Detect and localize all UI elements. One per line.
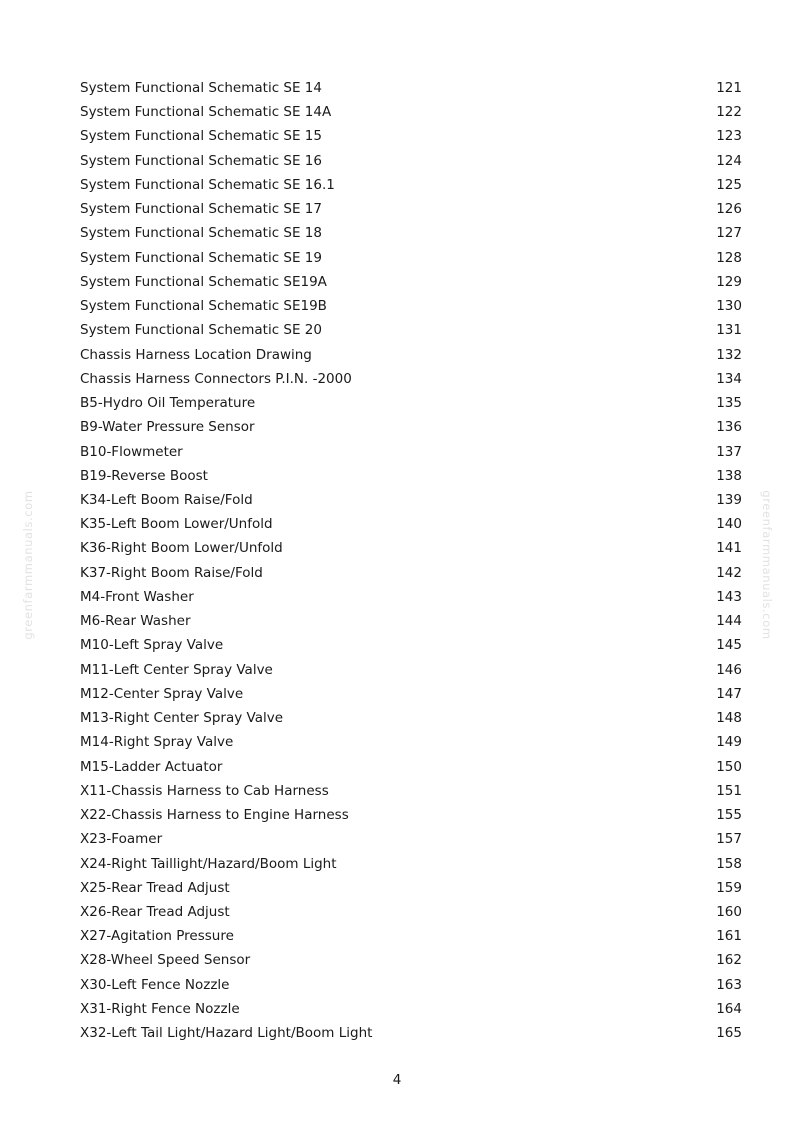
toc-entry-title: X24-Right Taillight/Hazard/Boom Light [80,855,337,872]
toc-entry[interactable] [80,706,742,730]
toc-entry-title: K35-Left Boom Lower/Unfold [80,516,273,533]
toc-entry-title: System Functional Schematic SE 14A [80,104,332,121]
toc-entry[interactable] [80,924,742,948]
toc-entry-page: 155 [716,807,742,824]
toc-entry-page: 142 [716,564,742,581]
toc-entry[interactable] [80,512,742,536]
toc-entry[interactable] [80,609,742,633]
toc-entry[interactable] [80,852,742,876]
toc-entry-page: 151 [716,782,742,799]
toc-entry[interactable] [80,440,742,464]
watermark-right: greenfarmmanuals.com [760,490,774,640]
toc-entry[interactable] [80,149,742,173]
toc-entry-page: 125 [716,176,742,193]
toc-entry-title: M15-Ladder Actuator [80,758,223,775]
toc-entry[interactable] [80,682,742,706]
toc-entry-page: 136 [716,419,742,436]
toc-entry-page: 143 [716,588,742,605]
toc-entry[interactable] [80,827,742,851]
toc-entry[interactable] [80,488,742,512]
toc-entry-title: K37-Right Boom Raise/Fold [80,564,263,581]
toc-entry[interactable] [80,391,742,415]
toc-entry[interactable] [80,633,742,657]
toc-entry[interactable] [80,173,742,197]
toc-entry[interactable] [80,124,742,148]
toc-entry-title: Chassis Harness Location Drawing [80,346,312,363]
toc-entry-title: System Functional Schematic SE 17 [80,201,322,218]
toc-entry[interactable] [80,294,742,318]
toc-entry-page: 147 [716,685,742,702]
toc-entry-page: 148 [716,710,742,727]
toc-entry-page: 134 [716,370,742,387]
toc-entry-title: X25-Rear Tread Adjust [80,879,230,896]
toc-entry-page: 131 [716,322,742,339]
watermark-left: greenfarmmanuals.com [21,490,35,640]
toc-entry-title: M4-Front Washer [80,588,194,605]
toc-entry[interactable] [80,318,742,342]
toc-entry-title: X27-Agitation Pressure [80,928,234,945]
toc-entry-title: B10-Flowmeter [80,443,183,460]
page-number: 4 [392,1072,402,1088]
toc-entry-title: M10-Left Spray Valve [80,637,224,654]
toc-entry-page: 129 [716,273,742,290]
toc-entry-page: 163 [716,976,742,993]
toc-entry-page: 160 [716,903,742,920]
toc-entry-page: 144 [716,613,742,630]
toc-entry[interactable] [80,973,742,997]
table-of-contents [80,76,742,1045]
toc-entry[interactable] [80,997,742,1021]
toc-entry-title: X23-Foamer [80,831,163,848]
toc-entry-title: B9-Water Pressure Sensor [80,419,255,436]
toc-entry-page: 149 [716,734,742,751]
toc-entry[interactable] [80,900,742,924]
toc-entry-title: M13-Right Center Spray Valve [80,710,284,727]
toc-entry-title: System Functional Schematic SE 20 [80,322,322,339]
toc-entry[interactable] [80,755,742,779]
toc-entry-page: 127 [716,225,742,242]
toc-entry-title: System Functional Schematic SE 15 [80,128,322,145]
toc-entry-page: 159 [716,879,742,896]
toc-entry[interactable] [80,246,742,270]
toc-entry[interactable] [80,343,742,367]
toc-entry-page: 124 [716,152,742,169]
toc-entry-page: 139 [716,491,742,508]
toc-entry-title: B19-Reverse Boost [80,467,208,484]
toc-entry-title: X26-Rear Tread Adjust [80,903,230,920]
toc-entry-title: System Functional Schematic SE19A [80,273,327,290]
toc-entry[interactable] [80,536,742,560]
toc-entry-page: 145 [716,637,742,654]
toc-entry-title: System Functional Schematic SE 19 [80,249,322,266]
toc-entry-page: 137 [716,443,742,460]
toc-entry[interactable] [80,561,742,585]
toc-entry-title: System Functional Schematic SE 18 [80,225,322,242]
toc-entry-title: X22-Chassis Harness to Engine Harness [80,807,349,824]
toc-entry[interactable] [80,658,742,682]
toc-entry[interactable] [80,585,742,609]
toc-entry[interactable] [80,221,742,245]
toc-entry-title: X11-Chassis Harness to Cab Harness [80,782,329,799]
toc-entry-page: 162 [716,952,742,969]
toc-entry-title: System Functional Schematic SE19B [80,298,327,315]
toc-entry-page: 161 [716,928,742,945]
toc-entry-page: 130 [716,298,742,315]
toc-entry-title: M12-Center Spray Valve [80,685,244,702]
toc-entry-title: System Functional Schematic SE 16 [80,152,322,169]
toc-entry-page: 128 [716,249,742,266]
toc-entry-page: 135 [716,395,742,412]
toc-entry-title: B5-Hydro Oil Temperature [80,395,256,412]
toc-entry[interactable] [80,76,742,100]
toc-entry[interactable] [80,779,742,803]
toc-entry[interactable] [80,270,742,294]
toc-entry-title: X32-Left Tail Light/Hazard Light/Boom Light [80,1025,373,1042]
toc-entry-page: 121 [716,80,742,96]
toc-entry[interactable] [80,197,742,221]
toc-entry-title: X30-Left Fence Nozzle [80,976,230,993]
toc-entry-title: K34-Left Boom Raise/Fold [80,491,253,508]
toc-entry-page: 158 [716,855,742,872]
toc-entry-title: M11-Left Center Spray Valve [80,661,273,678]
toc-entry-page: 141 [716,540,742,557]
toc-entry-page: 132 [716,346,742,363]
toc-entry[interactable] [80,948,742,972]
toc-entry-title: M6-Rear Washer [80,613,191,630]
toc-entry-page: 140 [716,516,742,533]
toc-entry-title: K36-Right Boom Lower/Unfold [80,540,283,557]
toc-entry-page: 123 [716,128,742,145]
toc-entry-page: 122 [716,104,742,121]
toc-entry[interactable] [80,1021,742,1045]
toc-entry-page: 138 [716,467,742,484]
toc-entry-page: 157 [716,831,742,848]
toc-entry[interactable] [80,367,742,391]
toc-entry[interactable] [80,803,742,827]
toc-entry-page: 165 [716,1025,742,1042]
toc-entry[interactable] [80,876,742,900]
toc-entry-title: X31-Right Fence Nozzle [80,1000,240,1017]
toc-entry-title: M14-Right Spray Valve [80,734,234,751]
toc-entry-page: 126 [716,201,742,218]
toc-entry-title: System Functional Schematic SE 14 [80,80,322,96]
toc-entry-page: 164 [716,1000,742,1017]
toc-entry-page: 146 [716,661,742,678]
toc-entry[interactable] [80,415,742,439]
toc-entry-title: X28-Wheel Speed Sensor [80,952,251,969]
toc-entry-page: 150 [716,758,742,775]
toc-entry[interactable] [80,464,742,488]
toc-entry-title: System Functional Schematic SE 16.1 [80,176,335,193]
toc-entry[interactable] [80,730,742,754]
toc-entry[interactable] [80,100,742,124]
toc-entry-title: Chassis Harness Connectors P.I.N. -2000 [80,370,352,387]
